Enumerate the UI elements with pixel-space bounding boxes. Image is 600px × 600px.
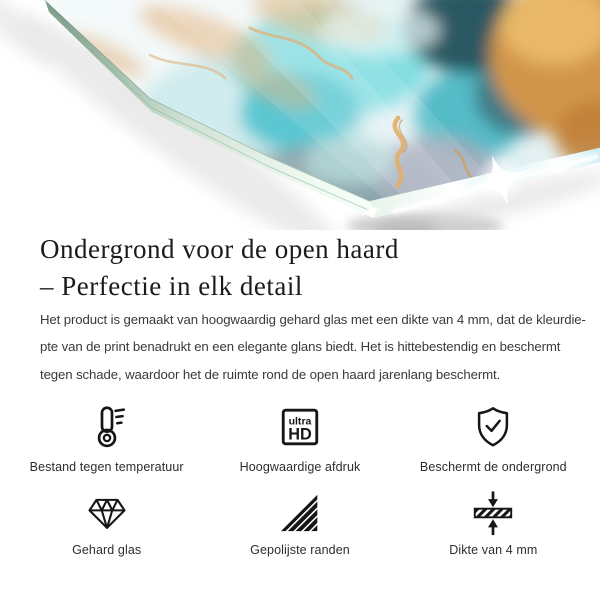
feature-print-quality [203, 402, 396, 474]
feature-label: Beschermt de ondergrond [419, 460, 567, 474]
feature-label: Hoogwaardige afdruk [239, 460, 361, 474]
section-title [40, 231, 399, 305]
feature-protection [397, 402, 590, 474]
feature-label: Dikte van 4 mm [449, 543, 538, 557]
description-line: Het product is gemaakt van hoogwaardig gehard glas met een dikte van 4 mm, dat de kleurdie- [40, 312, 586, 327]
diamond-icon [86, 491, 128, 535]
product-hero-image [0, 0, 600, 230]
feature-tempered-glass [10, 491, 203, 557]
section-title-line2: – Perfectie in elk detail [40, 271, 303, 301]
thermometer-icon [82, 402, 132, 452]
polished-edges-icon [279, 491, 321, 535]
section-title-line1: Ondergrond voor de open haard [40, 234, 399, 264]
feature-thickness [397, 491, 590, 557]
svg-text:HD: HD [288, 425, 312, 444]
ultra-hd-icon [277, 402, 323, 452]
product-description [40, 306, 596, 388]
feature-grid [10, 402, 590, 557]
feature-polished-edges [203, 491, 396, 557]
feature-label: Bestand tegen temperatuur [29, 460, 184, 474]
feature-label: Gepolijste randen [250, 543, 350, 557]
feature-label: Gehard glas [72, 543, 142, 557]
feature-temperature [10, 402, 203, 474]
description-line: tegen schade, waardoor het de ruimte rond de open haard jarenlang beschermt. [40, 366, 501, 382]
glass-panel-illustration [0, 0, 600, 230]
description-line: pte van de print benadrukt en een elegante glans biedt. Het is hittebestendig en beschermt [40, 339, 561, 355]
svg-text:ultra: ultra [288, 415, 312, 428]
thickness-icon [470, 491, 516, 535]
shield-check-icon [470, 402, 516, 452]
